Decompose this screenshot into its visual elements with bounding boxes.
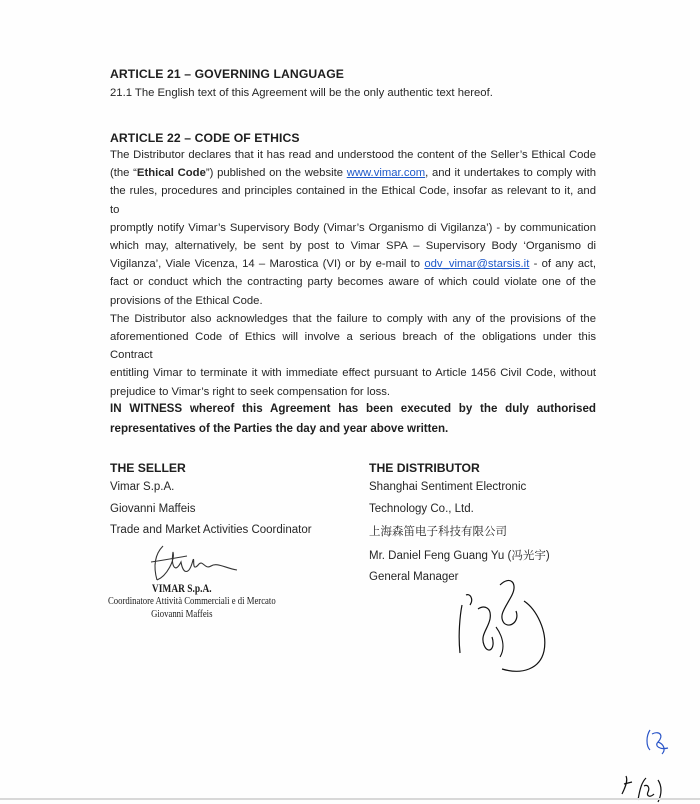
witness-line: IN WITNESS whereof this Agreement has been executed by the duly authorised — [110, 402, 596, 415]
distributor-signature — [440, 565, 560, 685]
seller-block — [110, 477, 350, 542]
ethical-code-term: Ethical Code — [136, 167, 206, 180]
article-22-line — [110, 164, 596, 182]
text-run: ”) published on the website — [205, 167, 347, 180]
article-22-line: aforementioned Code of Ethics will involve a serious breach of the obligations under this Contract — [110, 331, 596, 362]
article-22-line — [110, 255, 596, 273]
text-run: - of any act, — [529, 258, 596, 271]
stamp-name: Giovanni Maffeis — [151, 609, 213, 620]
stamp-role: Coordinatore Attività Commerciali e di Mercato — [108, 596, 276, 607]
distributor-name: Mr. Daniel Feng Guang Yu (冯光宇) — [369, 549, 550, 562]
distributor-heading: THE DISTRIBUTOR — [369, 461, 480, 475]
distributor-company-line1: Shanghai Sentiment Electronic — [369, 481, 527, 493]
text-run: Vigilanza’, Viale Vicenza, 14 – Marostica (VI) or by e-mail to — [110, 258, 425, 271]
article-22-line: prejudice to Vimar’s right to seek compensation for loss. — [110, 385, 391, 398]
page-edge-divider — [0, 798, 700, 800]
witness-clause — [110, 399, 596, 439]
seller-role: Trade and Market Activities Coordinator — [110, 524, 312, 536]
seller-stamp — [108, 583, 276, 621]
article-21-heading: ARTICLE 21 – GOVERNING LANGUAGE — [110, 67, 345, 81]
distributor-company-line2: Technology Co., Ltd. — [369, 502, 474, 515]
witness-line: representatives of the Parties the day and year above written. — [110, 422, 449, 435]
article-22-line: The Distributor declares that it has read and understood the content of the Seller’s Ethical Code — [110, 149, 596, 161]
distributor-title: General Manager — [369, 571, 459, 583]
article-22-line: The Distributor also acknowledges that the failure to comply with any of the provisions of the — [110, 312, 596, 325]
seller-company: Vimar S.p.A. — [110, 481, 175, 493]
distributor-company-cn: 上海森笛电子科技有限公司 — [369, 526, 507, 538]
article-22-line: the rules, procedures and principles contained in the Ethical Code, insofar as relevant to it, and to — [110, 185, 596, 216]
blue-initials — [640, 726, 680, 756]
seller-name: Giovanni Maffeis — [110, 502, 196, 515]
article-22-body — [110, 146, 596, 401]
article-22-line: provisions of the Ethical Code. — [110, 294, 263, 307]
article-22-line: fact or conduct which the contracting party becomes aware of which could violate one of the — [110, 276, 596, 289]
article-22-line: which may, alternatively, be sent by post to Vimar SPA – Supervisory Body ‘Organismo di — [110, 240, 596, 253]
article-22-line: promptly notify Vimar’s Supervisory Body (Vimar’s Organismo di Vigilanza’) - by communication — [110, 221, 596, 234]
stamp-company: VIMAR S.p.A. — [151, 583, 212, 595]
text-run: , and it undertakes to comply with — [425, 167, 597, 180]
article-22-heading: ARTICLE 22 – CODE OF ETHICS — [110, 131, 300, 145]
article-22-line: entitling Vimar to terminate it with immediate effect pursuant to Article 1456 Civil Code, without — [110, 367, 596, 380]
seller-heading: THE SELLER — [110, 461, 186, 475]
text-run: (the “ — [110, 167, 137, 180]
article-21-text: 21.1 The English text of this Agreement will be the only authentic text hereof. — [110, 87, 493, 99]
website-link[interactable]: www.vimar.com — [346, 167, 426, 180]
email-link[interactable]: odv_vimar@starsis.it — [424, 258, 530, 271]
